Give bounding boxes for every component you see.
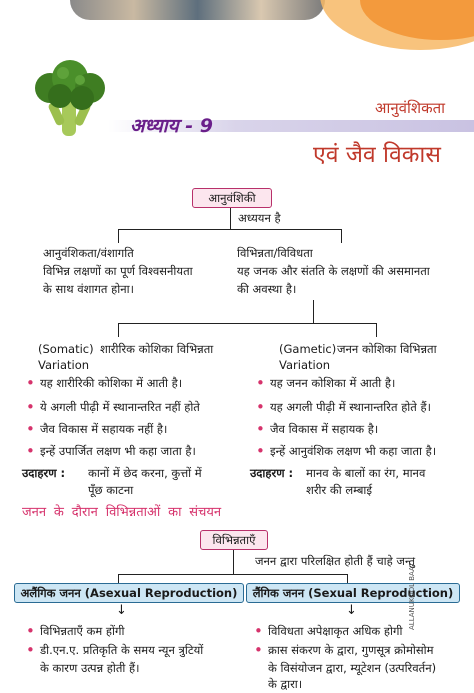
sexual-down-arrow: ↓: [346, 603, 357, 618]
gametic-point: • यह जनन कोशिका में आती है।: [270, 375, 395, 392]
heredity-root-box: आनुवंशिकी: [192, 188, 272, 208]
acc-right-drop: [347, 574, 348, 583]
variation-stem: [313, 300, 314, 324]
gametic-point: • इन्हें आनुवंशिक लक्षण भी कहा जाता है।: [270, 443, 436, 460]
somatic-heading-hi: शारीरिक कोशिका विभिन्नता: [100, 342, 214, 356]
accumulation-heading: जनन के दौरान विभिन्नताओं का संचयन: [22, 505, 222, 520]
asexual-point: • डी.एन.ए. प्रतिकृति के समय न्यून त्रुटियों: [40, 642, 203, 659]
gametic-example-label: उदाहरण :: [250, 466, 294, 480]
somatic-point: • इन्हें उपार्जित लक्षण भी कहा जाता है।: [40, 443, 196, 460]
chapter-title-line1: आनुवंशिकता: [375, 99, 446, 117]
side-vertical-text: ALLANUKOOL BAAT...: [408, 556, 416, 630]
gametic-heading-en2: Variation: [279, 358, 331, 372]
somatic-point: • ये अगली पीढ़ी में स्थानान्तरित नहीं होते: [40, 399, 200, 416]
somatic-heading-en2: Variation: [38, 358, 90, 372]
chapter-label: अध्याय - 9: [130, 115, 213, 137]
heredity-left-title: आनुवंशिकता/वंशागति: [43, 246, 134, 260]
sexual-point-cont: के द्वारा।: [268, 677, 303, 691]
heredity-right-title: विभिन्नता/विविधता: [237, 246, 313, 260]
header-photo-strip: [70, 0, 325, 20]
sexual-point: • क्रास संकरण के द्वारा, गुणसूत्र क्रोमोसोम: [268, 642, 433, 659]
gametic-example-line1: मानव के बालों का रंग, मानव: [306, 466, 426, 480]
variation-right-drop: [376, 323, 377, 337]
variations-root-box: विभिन्नताएँ: [200, 530, 268, 550]
asexual-reproduction-bar: अलैंगिक जनन (Asexual Reproduction): [14, 583, 244, 603]
gametic-example-line2: शरीर की लम्बाई: [306, 483, 373, 497]
accumulation-caption: जनन द्वारा परिलक्षित होती हैं चाहे जन्तु: [255, 554, 416, 568]
variation-hbar: [118, 323, 377, 324]
broccoli-illustration: [30, 58, 110, 140]
asexual-point-cont: के कारण उत्पन्न होती हैं।: [40, 661, 140, 675]
tree-stem: [230, 208, 231, 230]
somatic-heading-en: (Somatic): [38, 342, 94, 356]
somatic-example-line2: पूँछ काटना: [88, 483, 134, 497]
asexual-down-arrow: ↓: [116, 603, 127, 618]
acc-hbar: [118, 574, 348, 575]
tree-hbar: [118, 229, 342, 230]
acc-left-drop: [118, 574, 119, 583]
sexual-point: • विविधता अपेक्षाकृत अधिक होगी: [268, 623, 402, 640]
somatic-point: • यह शारीरिकी कोशिका में आती है।: [40, 375, 182, 392]
acc-stem: [233, 550, 234, 575]
gametic-heading-hi: जनन कोशिका विभिन्नता: [337, 342, 437, 356]
asexual-point: • विभिन्नताएँ कम होंगी: [40, 623, 124, 640]
sexual-reproduction-bar: लैंगिक जनन (Sexual Reproduction): [246, 583, 460, 603]
somatic-example-label: उदाहरण :: [22, 466, 66, 480]
sexual-point-cont: के विसंयोजन द्वारा, म्यूटेशन (उत्परिवर्तन): [268, 661, 437, 675]
chapter-title-line2: एवं जैव विकास: [313, 142, 441, 168]
heredity-studies-label: अध्ययन है: [238, 211, 281, 225]
gametic-point: • जैव विकास में सहायक है।: [270, 421, 378, 438]
heredity-left-desc2: के साथ वंशागत होना।: [43, 282, 134, 296]
gametic-point: • यह अगली पीढ़ी में स्थानान्तरित होते हैं।: [270, 399, 431, 416]
tree-right-drop: [341, 229, 342, 243]
somatic-example-line1: कानों में छेद करना, कुत्तों में: [88, 466, 202, 480]
tree-left-drop: [118, 229, 119, 243]
somatic-point: • जैव विकास में सहायक नहीं है।: [40, 421, 167, 438]
variation-left-drop: [118, 323, 119, 337]
gametic-heading-en: (Gametic): [279, 342, 337, 356]
heredity-left-desc1: विभिन्न लक्षणों का पूर्ण विश्वसनीयता: [43, 264, 193, 278]
heredity-right-desc2: की अवस्था है।: [237, 282, 297, 296]
heredity-right-desc1: यह जनक और संतति के लक्षणों की असमानता: [237, 264, 430, 278]
